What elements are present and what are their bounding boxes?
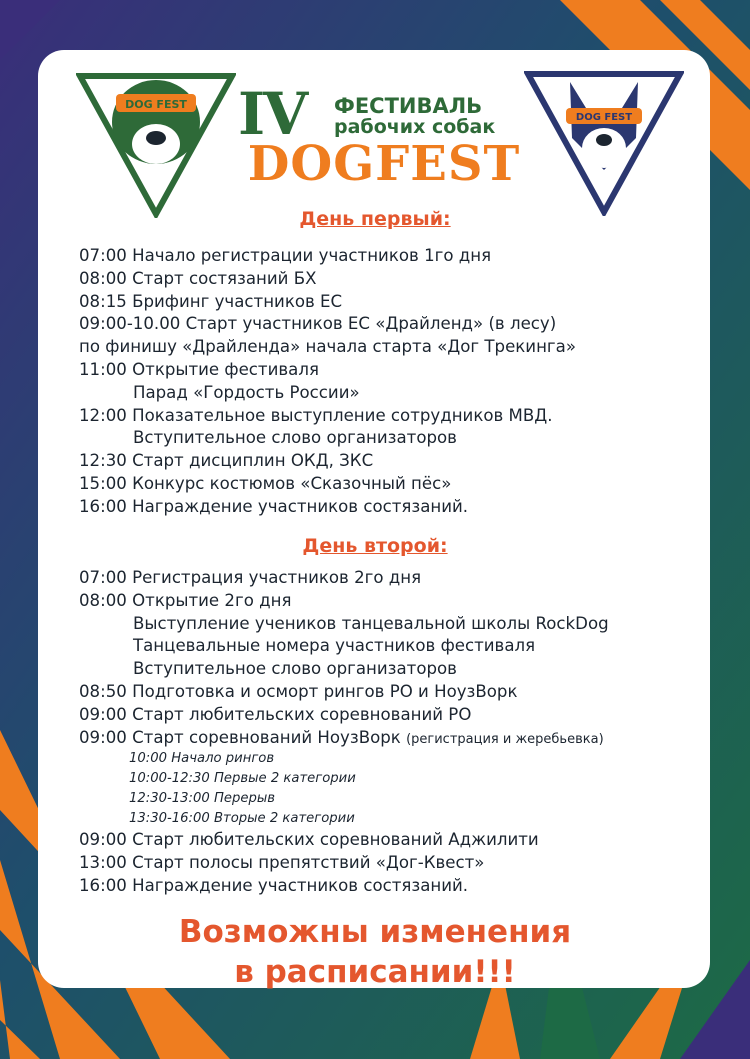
schedule-row: 09:00 Старт любительских соревнований Аджилити [79, 830, 539, 850]
schedule-row: Вступительное слово организаторов [133, 659, 457, 679]
schedule-subrow: 12:30-13:00 Перерыв [129, 791, 276, 807]
schedule-row: 12:00 Показательное выступление сотрудников МВД. [79, 405, 553, 425]
day2-schedule [79, 567, 609, 898]
working-dogs-label: рабочих собак [334, 116, 496, 138]
schedule-row: 16:00 Награждение участников состязаний. [79, 496, 469, 516]
schedule-row [79, 727, 609, 750]
svg-text:DOG FEST: DOG FEST [575, 112, 633, 123]
schedule-row: Вступительное слово организаторов [133, 428, 457, 448]
edition-numeral: IV [238, 80, 307, 148]
day1-heading: День первый: [299, 208, 451, 230]
rottweiler-logo-icon [76, 70, 236, 218]
schedule-row: 09:00-10.00 Старт участников ЕС «Драйленд» (в лесу) [79, 314, 557, 334]
event-title: DOGFEST [247, 136, 521, 192]
schedule-row: Выступление учеников танцевальной школы RockDog [133, 613, 609, 633]
schedule-row: 08:50 Подготовка и осморт рингов РО и НоузВорк [79, 681, 518, 701]
schedule-subrow: 10:00 Начало рингов [129, 751, 275, 767]
schedule-row-note: (регистрация и жеребьевка) [406, 731, 604, 747]
schedule-row-text: 09:00 Старт соревнований НоузВорк [79, 727, 401, 747]
schedule-subrow: 10:00-12:30 Первые 2 категории [129, 771, 356, 787]
schedule-row: 08:15 Брифинг участников ЕС [79, 291, 343, 311]
schedule-row: 16:00 Награждение участников состязаний. [79, 875, 469, 895]
festival-label: ФЕСТИВАЛЬ [334, 94, 483, 118]
schedule-row: 07:00 Регистрация участников 2го дня [79, 568, 422, 587]
schedule-row: 15:00 Конкурс костюмов «Сказочный пёс» [79, 473, 452, 493]
schedule-row: 08:00 Старт состязаний БХ [79, 268, 317, 288]
notice-line2: в расписании!!! [234, 954, 516, 990]
husky-logo-icon [524, 68, 684, 216]
schedule-row: 13:00 Старт полосы препятствий «Дог-Квест» [79, 853, 485, 873]
changes-notice [0, 912, 750, 992]
schedule-row: Танцевальные номера участников фестиваля [133, 636, 536, 656]
schedule-row: 08:00 Открытие 2го дня [79, 590, 292, 610]
schedule-row: 11:00 Открытие фестиваля [79, 359, 319, 379]
schedule-row: 09:00 Старт любительских соревнований РО [79, 704, 472, 724]
svg-text:DOG FEST: DOG FEST [125, 98, 187, 111]
day1-schedule [79, 245, 576, 519]
day2-heading: День второй: [302, 535, 448, 557]
notice-line1: Возможны изменения [178, 914, 572, 950]
schedule-row: 12:30 Старт дисциплин ОКД, ЗКС [79, 451, 374, 471]
schedule-row: по финишу «Драйленда» начала старта «Дог Трекинга» [79, 337, 576, 357]
schedule-row: Парад «Гордость России» [133, 382, 360, 402]
schedule-subrow: 13:30-16:00 Вторые 2 категории [129, 811, 355, 827]
schedule-row: 07:00 Начало регистрации участников 1го дня [79, 246, 492, 265]
